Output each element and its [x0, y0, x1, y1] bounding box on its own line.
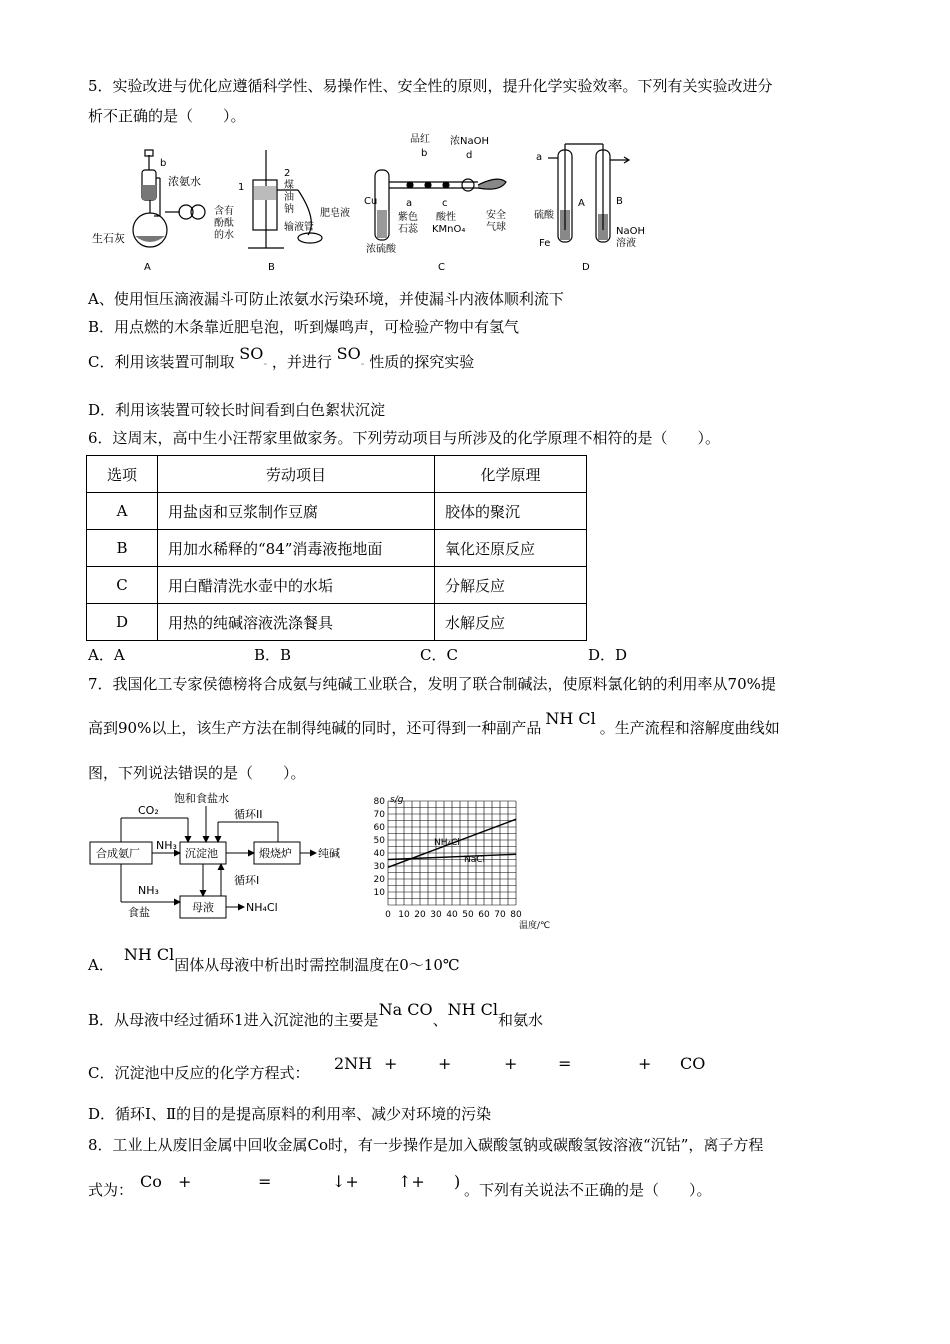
q5-stem-line2: 析不正确的是（ ）。	[88, 107, 246, 125]
q8-eq-part: =	[258, 1172, 272, 1191]
c-label-a: a	[406, 198, 413, 209]
q8-stem-tail: 。下列有关说法不正确的是（ ）。	[464, 1181, 712, 1199]
flow-cycle1: 循环I	[234, 874, 260, 887]
x-tick-label: 40	[446, 910, 458, 920]
d-fig-label: D	[582, 262, 590, 273]
chart-xlabel: 温度/℃	[519, 921, 551, 931]
y-tick-label: 70	[373, 810, 385, 820]
d-label-naoh-1: NaOH	[616, 226, 645, 237]
q6-cell: B	[87, 530, 158, 567]
c-label-balloon-1: 安全	[486, 210, 506, 221]
q7-option-b-text2: 和氨水	[497, 1011, 543, 1029]
y-tick-label: 50	[373, 836, 385, 846]
b-fig-label: B	[268, 262, 275, 273]
flow-pool: 沉淀池	[185, 847, 218, 860]
q7-stem-line3: 图，下列说法错误的是（ ）。	[88, 764, 306, 782]
q6-cell: 水解反应	[435, 604, 587, 641]
q7-option-b	[88, 1000, 543, 1030]
d-label-fe: Fe	[539, 238, 551, 249]
chart-ylabel: s/g	[390, 795, 404, 805]
q6-table	[86, 455, 587, 641]
q5-option-c-formula1: SO	[239, 344, 264, 363]
c-label-kmno4-1: 酸性	[436, 212, 456, 223]
y-tick-label: 80	[373, 797, 385, 807]
q8-eq-part: Co	[140, 1172, 162, 1191]
q6-choice-c: C．C	[420, 646, 458, 664]
x-tick-label: 80	[510, 910, 522, 920]
q5-option-c-text2: ，并进行	[271, 353, 332, 371]
a-label-lime: 生石灰	[92, 232, 125, 245]
q8-eq-part: +	[178, 1172, 192, 1191]
q5-option-c-text1: C．利用该装置可制取	[88, 353, 235, 371]
flow-nh3b: NH₃	[138, 884, 159, 897]
q7-eq-part: +	[638, 1054, 652, 1073]
c-label-balloon-2: 气球	[486, 222, 506, 233]
q6-cell: 胶体的聚沉	[435, 493, 587, 530]
q7-option-b-formula1: Na CO	[378, 1000, 433, 1019]
c-label-cu: Cu	[364, 196, 378, 207]
q8-eq-part: ↑+	[398, 1172, 425, 1191]
table-row	[87, 530, 587, 567]
c-label-d: d	[466, 150, 473, 161]
q5-option-c-text3: 性质的探究实验	[369, 353, 475, 371]
b-label-tube: 输液管	[284, 222, 314, 233]
c-label-c: c	[442, 198, 448, 209]
q7-eq-part: +	[384, 1054, 398, 1073]
c-label-pinhong: 品红	[410, 134, 430, 145]
q7-option-a-formula: NH Cl	[123, 945, 175, 964]
q5-option-d: D．利用该装置可较长时间看到白色絮状沉淀	[88, 401, 386, 419]
flow-mother: 母液	[192, 901, 214, 914]
q5-stem-line1: 5．实验改进与优化应遵循科学性、易操作性、安全性的原则，提升化学实验效率。下列有关实验改进分	[88, 77, 773, 95]
c-label-b: b	[421, 148, 428, 159]
c-label-litmus-2: 石蕊	[398, 224, 418, 235]
q6-cell: 用热的纯碱溶液洗涤餐具	[158, 604, 435, 641]
c-label-kmno4-2: KMnO₄	[432, 224, 466, 235]
b-label-kerosene-3: 钠	[284, 204, 294, 215]
q6-cell: 用加水稀释的“84”消毒液拖地面	[158, 530, 435, 567]
b-label-soap: 肥皂液	[320, 208, 350, 219]
q7-stem-line1: 7．我国化工专家侯德榜将合成氨与纯碱工业联合，发明了联合制碱法，使原料氯化钠的利用率从70%提	[88, 675, 776, 693]
flow-plant: 合成氨厂	[96, 847, 140, 860]
q6-choice-a: A．A	[88, 646, 125, 664]
d-label-A: A	[578, 198, 585, 209]
q5-option-b: B．用点燃的木条靠近肥皂泡，听到爆鸣声，可检验产物中有氢气	[88, 318, 520, 336]
flow-nh3a: NH₃	[156, 839, 177, 852]
q6-stem: 6．这周末，高中生小汪帮家里做家务。下列劳动项目与所涉及的化学原理不相符的是（ ）。	[88, 429, 721, 447]
apparatus-a	[133, 150, 205, 247]
a-label-b: b	[160, 158, 167, 169]
b-label-water-3: 的水	[214, 230, 234, 241]
x-tick-label: 70	[494, 910, 506, 920]
flow-nh4cl: NH₄Cl	[246, 901, 278, 914]
q7-stem-line2	[88, 709, 780, 738]
b-label-kerosene-1: 煤	[284, 180, 294, 191]
b-label-2: 2	[284, 168, 291, 179]
q6-cell: 用盐卤和豆浆制作豆腐	[158, 493, 435, 530]
flow-salt: 食盐	[128, 906, 150, 919]
q6-cell: C	[87, 567, 158, 604]
y-tick-label: 60	[373, 823, 385, 833]
x-tick-label: 20	[414, 910, 426, 920]
q6-choice-d: D．D	[588, 646, 628, 664]
c-label-acid: 浓硫酸	[366, 244, 396, 255]
c-label-litmus-1: 紫色	[398, 212, 418, 223]
flow-co2: CO₂	[138, 804, 159, 817]
q8-eq-part: ↓+	[332, 1172, 359, 1191]
q7-option-d: D．循环Ⅰ、Ⅱ的目的是提高原料的利用率、减少对环境的污染	[88, 1105, 492, 1123]
q7-option-b-formula2: NH Cl	[447, 1000, 498, 1019]
q7-option-a: A．NH Cl固体从母液中析出时需控制温度在0～10℃	[88, 945, 460, 974]
q7-eq-part: 2NH	[334, 1054, 373, 1073]
x-tick-label: 30	[430, 910, 442, 920]
q6-cell: A	[87, 493, 158, 530]
q7-stem-line2-tail: 。生产流程和溶解度曲线如	[599, 719, 780, 737]
q7-eq-part: =	[558, 1054, 572, 1073]
q5-apparatus-figure	[88, 130, 653, 280]
d-label-a: a	[536, 152, 543, 163]
y-tick-label: 20	[373, 875, 385, 885]
q7-stem-line2-text: 高到90%以上，该生产方法在制得纯碱的同时，还可得到一种副产品	[88, 719, 542, 737]
b-label-water-2: 酚酞	[214, 218, 234, 229]
y-tick-label: 10	[373, 888, 385, 898]
chart-label-nacl: NaCl	[464, 855, 486, 865]
q7-option-b-sep: 、	[432, 1011, 448, 1029]
b-label-1: 1	[238, 182, 245, 193]
x-tick-label: 0	[385, 910, 391, 920]
d-label-naoh-2: 溶液	[616, 238, 636, 249]
q8-eq-part: )	[454, 1172, 461, 1191]
q7-eq-part: CO	[680, 1054, 706, 1073]
q8-stem-line2	[88, 1172, 712, 1200]
q6-header-principle: 化学原理	[435, 456, 587, 493]
b-label-kerosene-2: 油	[284, 192, 294, 203]
c-fig-label: C	[438, 262, 445, 273]
x-tick-label: 50	[462, 910, 474, 920]
a-label-ammonia: 浓氨水	[168, 175, 201, 188]
q8-stem-line1: 8．工业上从废旧金属中回收金属Co时，有一步操作是加入碳酸氢钠或碳酸氢铵溶液“沉钴”，离子方程	[88, 1136, 764, 1154]
c-label-naoh: 浓NaOH	[450, 136, 489, 147]
x-tick-label: 10	[398, 910, 410, 920]
q7-eq-part: +	[438, 1054, 452, 1073]
q8-stem-text: 式为：	[88, 1181, 134, 1199]
q7-option-c	[88, 1054, 706, 1083]
q7-option-a-text: 固体从母液中析出时需控制温度在0～10℃	[174, 956, 460, 974]
q7-stem-formula: NH Cl	[545, 709, 596, 728]
d-label-acid: 硫酸	[534, 210, 554, 221]
flow-soda: 纯碱	[318, 847, 340, 860]
q7-eq-part: +	[504, 1054, 518, 1073]
table-row	[87, 567, 587, 604]
x-tick-label: 60	[478, 910, 490, 920]
q5-option-a: A、使用恒压滴液漏斗可防止浓氨水污染环境，并使漏斗内液体顺利流下	[88, 290, 564, 308]
q6-header-option: 选项	[87, 456, 158, 493]
q6-header-task: 劳动项目	[158, 456, 435, 493]
y-tick-label: 40	[373, 849, 385, 859]
flow-brine: 饱和食盐水	[174, 792, 229, 805]
q7-option-c-text: C．沉淀池中反应的化学方程式：	[88, 1064, 310, 1082]
chart-label-nh4cl: NH₄Cl	[434, 838, 460, 848]
y-tick-label: 30	[373, 862, 385, 872]
q5-option-c-formula2: SO	[336, 344, 361, 363]
q6-cell: D	[87, 604, 158, 641]
q6-choice-b: B．B	[254, 646, 292, 664]
flow-furnace: 煅烧炉	[259, 847, 292, 860]
d-label-B: B	[616, 196, 623, 207]
table-row	[87, 604, 587, 641]
q6-cell: 用白醋清洗水壶中的水垢	[158, 567, 435, 604]
q6-cell: 分解反应	[435, 567, 587, 604]
q7-option-b-text1: B．从母液中经过循环1进入沉淀池的主要是	[88, 1011, 379, 1029]
b-label-water-1: 含有	[214, 206, 234, 217]
q7-solubility-chart	[356, 792, 586, 932]
q7-flow-chart	[88, 792, 358, 922]
table-row	[87, 493, 587, 530]
q6-table-header	[87, 456, 587, 493]
a-fig-label: A	[144, 262, 151, 273]
q6-cell: 氧化还原反应	[435, 530, 587, 567]
flow-cycle2: 循环II	[234, 808, 263, 821]
q5-option-c: C．利用该装置可制取 SO- ，并进行 SO- 性质的探究实验	[88, 344, 475, 371]
q6-choices	[88, 645, 788, 665]
